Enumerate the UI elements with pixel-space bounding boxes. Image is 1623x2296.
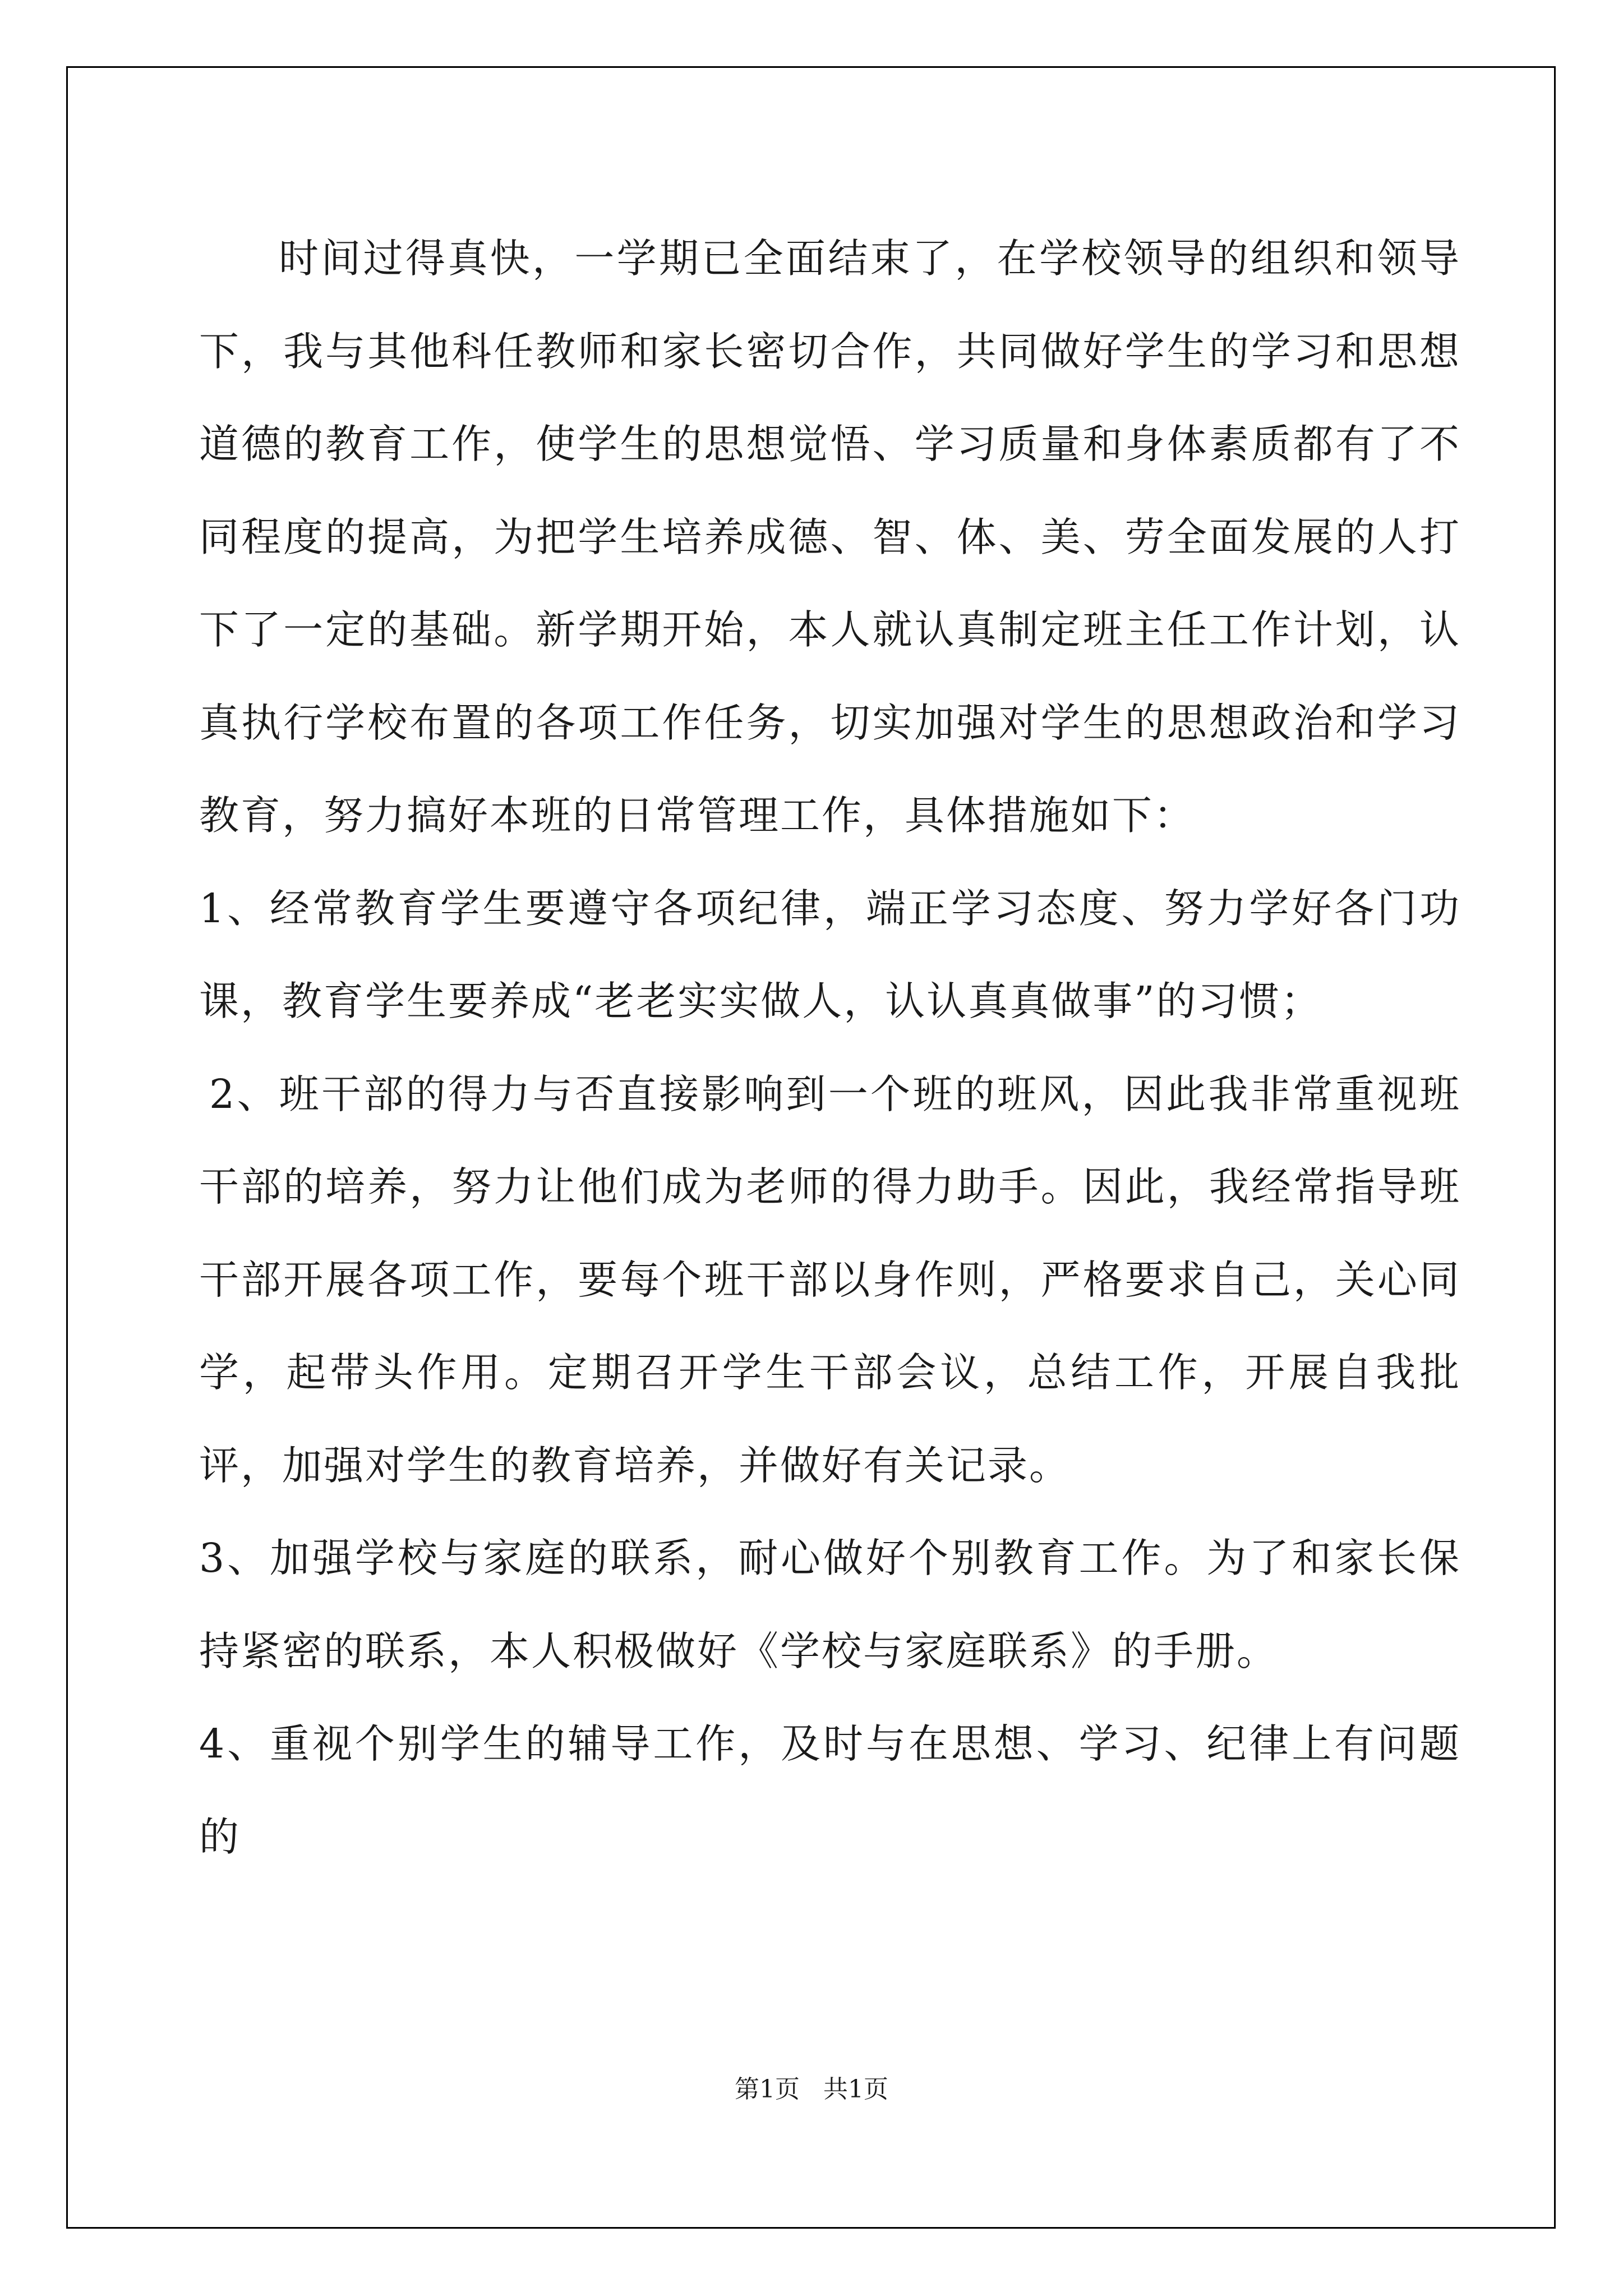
measure-item-4: 4、重视个别学生的辅导工作，及时与在思想、学习、纪律上有问题的	[199, 1720, 1461, 1860]
intro-paragraph: 时间过得真快，一学期已全面结束了，在学校领导的组织和领导下，我与其他科任教师和家长密切合作，共同做好学生的学习和思想道德的教育工作，使学生的思想觉悟、学习质量和身体素质都有了不同程度的提高，为把学生培养成德、智、体、美、劳全面发展的人打下了一定的基础。新学期开始，本人就认真制定班主任工作计划，认真执行学校布置的各项工作任务，切实加强对学生的思想政治和学习教育，努力搞好本班的日常管理工作，具体措施如下：	[199, 235, 1461, 839]
document-body	[199, 212, 1461, 1883]
measure-item-2: 2、班干部的得力与否直接影响到一个班的班风，因此我非常重视班干部的培养，努力让他们成为老师的得力助手。因此，我经常指导班干部开展各项工作，要每个班干部以身作则，严格要求自己，关心同学，起带头作用。定期召开学生干部会议，总结工作，开展自我批评，加强对学生的教育培养，并做好有关记录。	[199, 1070, 1461, 1489]
measure-item-1: 1、经常教育学生要遵守各项纪律，端正学习态度、努力学好各门功课，教育学生要养成“老老实实做人，认认真真做事”的习惯；	[199, 885, 1461, 1024]
page-number-footer: 第1页 共1页	[735, 2075, 888, 2104]
measure-item-3: 3、加强学校与家庭的联系，耐心做好个别教育工作。为了和家长保持紧密的联系，本人积极做好《学校与家庭联系》的手册。	[199, 1535, 1461, 1674]
